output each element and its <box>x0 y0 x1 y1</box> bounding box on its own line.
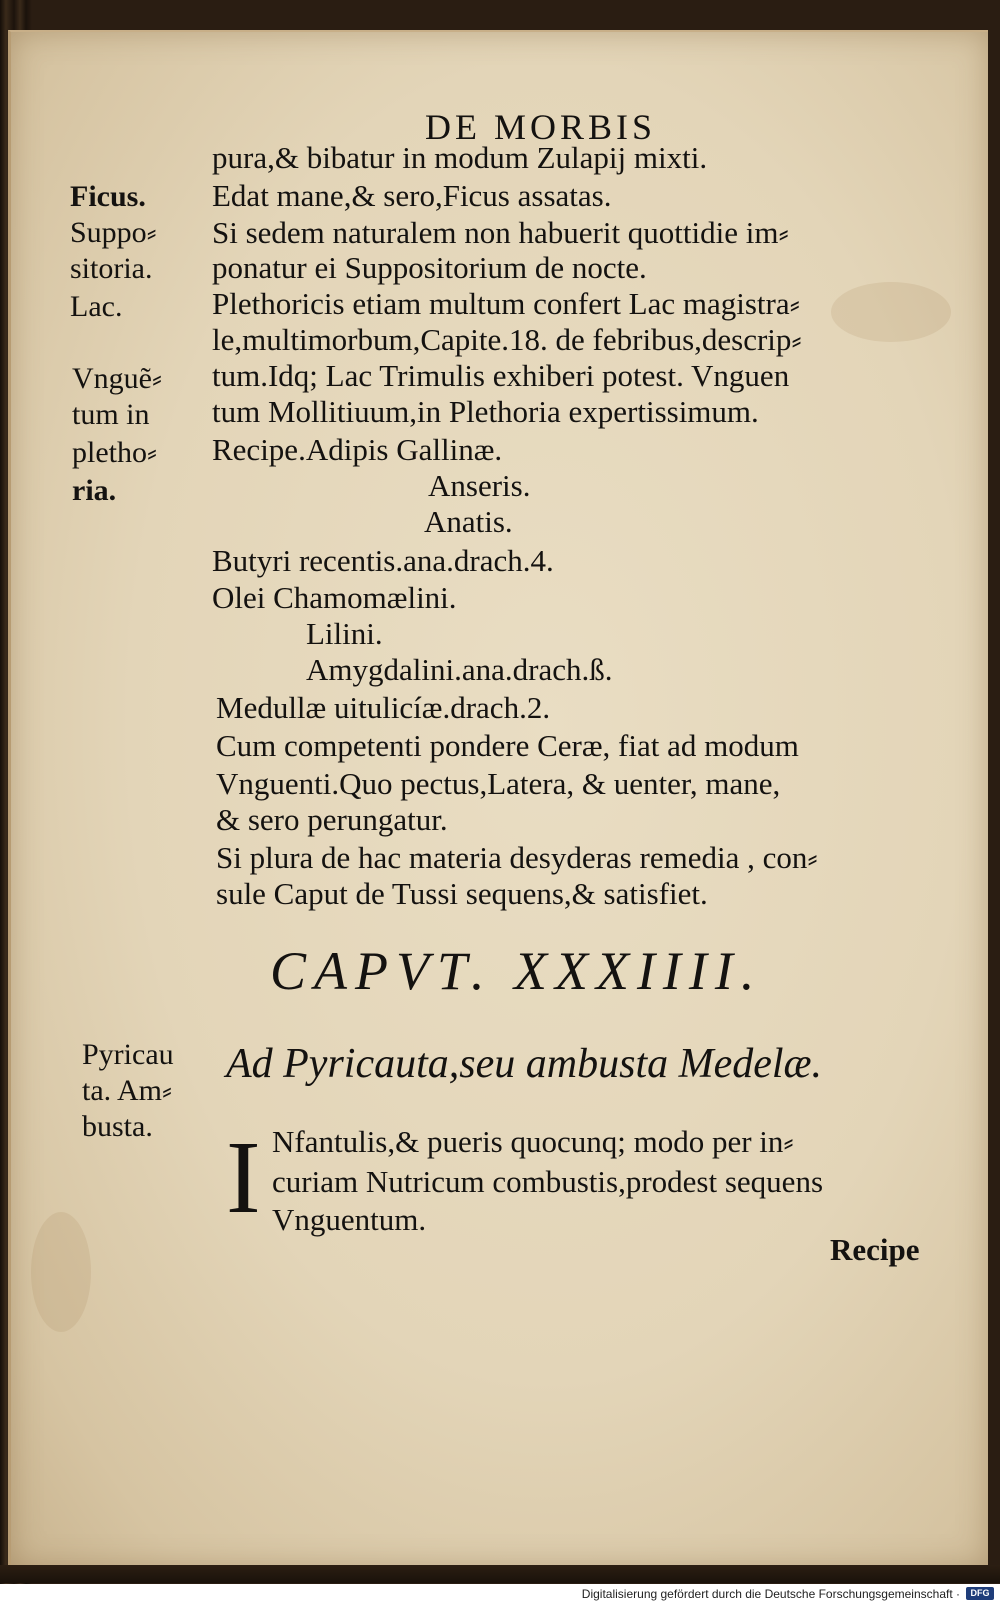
page-bottom-edge <box>0 1565 1000 1583</box>
margin-note: tum in <box>72 398 150 431</box>
chapter-subheading: Ad Pyricauta,seu ambusta Medelæ. <box>226 1041 823 1087</box>
margin-note: Pyricau <box>82 1038 174 1071</box>
body-line: tum.Idq; Lac Trimulis exhiberi potest. Vnguen <box>212 358 790 393</box>
margin-note: Lac. <box>70 290 123 323</box>
body-line: ponatur ei Suppositorium de nocte. <box>212 250 647 285</box>
body-line: Vnguenti.Quo pectus,Latera, & uenter, mane, <box>216 766 781 801</box>
body-line: Edat mane,& sero,Ficus assatas. <box>212 178 612 213</box>
body-line: Si plura de hac materia desyderas remedia , con⸗ <box>216 840 818 875</box>
margin-note: Vnguẽ⸗ <box>72 362 162 395</box>
running-header: DE MORBIS <box>425 107 657 147</box>
digitization-footer <box>0 1584 1000 1604</box>
margin-note: busta. <box>82 1110 153 1143</box>
paragraph-line: Nfantulis,& pueris quocunq; modo per in⸗ <box>272 1124 794 1159</box>
chapter-title: CAPVT. XXXIIII. <box>270 941 763 1001</box>
catchword: Recipe <box>830 1232 920 1267</box>
body-line: Lilini. <box>306 616 383 651</box>
body-line: Medullæ uitulicíæ.drach.2. <box>216 690 551 725</box>
body-line: tum Mollitiuum,in Plethoria expertissimum. <box>212 394 759 429</box>
body-line: Olei Chamomælini. <box>212 580 457 615</box>
body-line: Butyri recentis.ana.drach.4. <box>212 543 554 578</box>
margin-note: pletho⸗ <box>72 436 157 469</box>
paragraph-line: curiam Nutricum combustis,prodest sequens <box>272 1164 824 1199</box>
drop-capital: I <box>226 1120 261 1235</box>
body-line: Recipe.Adipis Gallinæ. <box>212 432 503 467</box>
body-line: Anatis. <box>424 504 513 539</box>
margin-note: ria. <box>72 474 117 507</box>
body-line: le,multimorbum,Capite.18. de febribus,descrip⸗ <box>212 322 802 357</box>
body-line: Cum competenti pondere Ceræ, fiat ad modum <box>216 728 799 763</box>
body-line: Si sedem naturalem non habuerit quottidie im⸗ <box>212 215 789 250</box>
body-line: Amygdalini.ana.drach.ß. <box>306 652 613 687</box>
body-line: & sero perungatur. <box>216 802 448 837</box>
footer-credit: Digitalisierung gefördert durch die Deutsche Forschungsgemeinschaft · <box>581 1587 960 1601</box>
dfg-logo-icon: DFG <box>966 1587 994 1600</box>
paragraph-line: Vnguentum. <box>272 1202 427 1237</box>
body-line: Anseris. <box>428 468 531 503</box>
margin-note: ta. Am⸗ <box>82 1074 172 1107</box>
margin-note: Suppo⸗ <box>70 216 157 249</box>
margin-note: Ficus. <box>70 180 146 213</box>
body-line: sule Caput de Tussi sequens,& satisfiet. <box>216 876 708 911</box>
margin-note: sitoria. <box>70 252 153 285</box>
body-line: pura,& bibatur in modum Zulapij mixti. <box>212 140 708 175</box>
body-line: Plethoricis etiam multum confert Lac magistra⸗ <box>212 286 800 321</box>
